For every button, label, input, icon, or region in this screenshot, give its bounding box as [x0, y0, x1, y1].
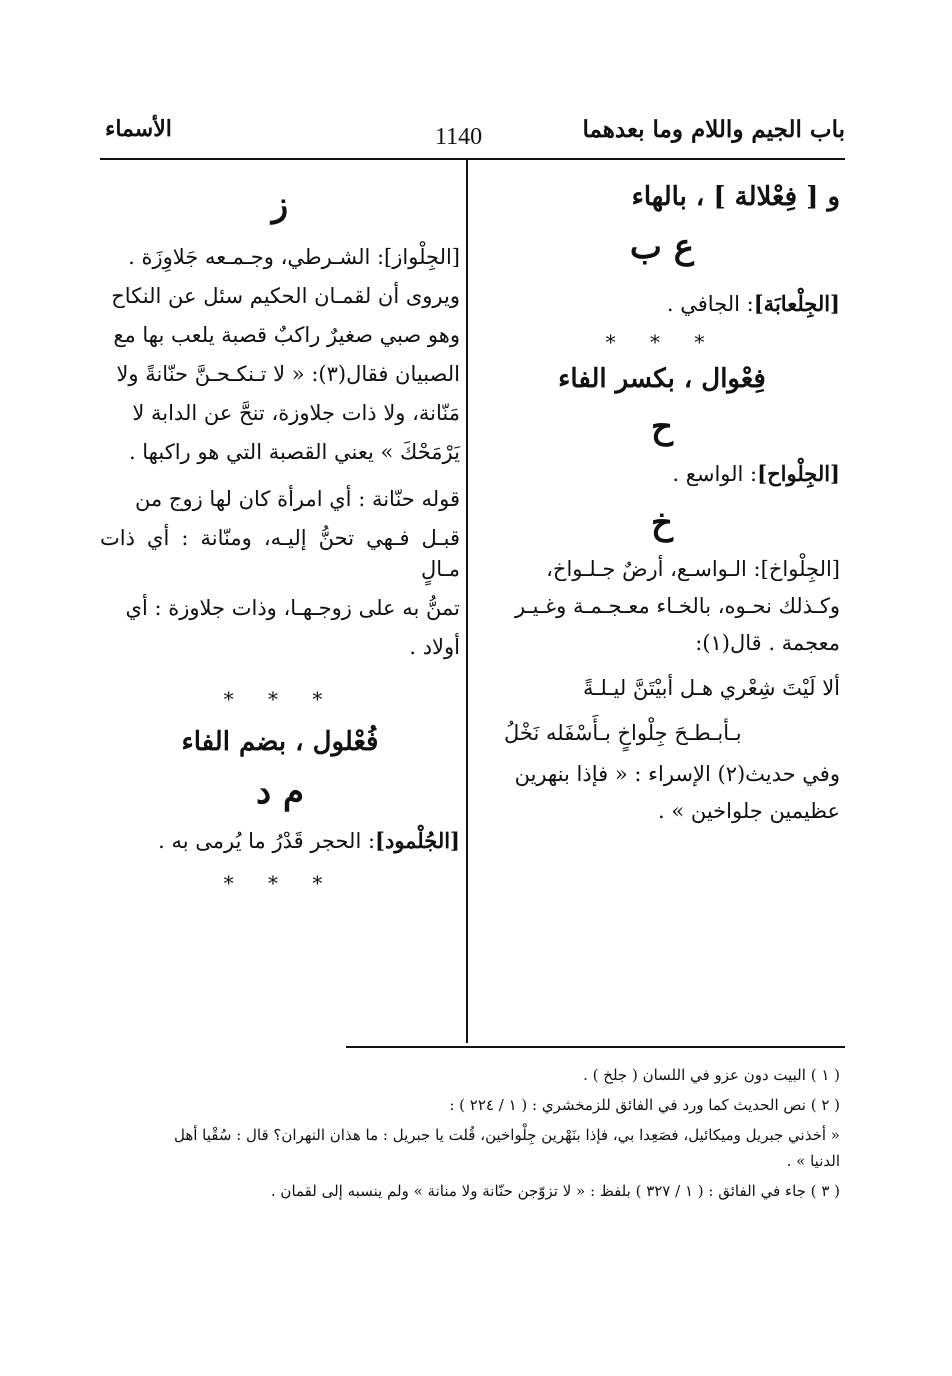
separator-stars: * * *	[223, 687, 337, 711]
entry-jilwaz-line: الصبيان فقال(٣): « لا تـنكـحـنَّ حنّانةً ولا	[116, 362, 460, 386]
pattern-heading: فُعْلول ، بضم الفاء	[181, 727, 379, 757]
entry-jilwakh-line: وكـذلك نحـوه، بالخـاء معـجـمـة وغـيـر	[514, 594, 840, 618]
poem-verse: ألا لَيْتَ شِعْري هـل أبيْتَنَّ ليـلـةً	[582, 676, 840, 700]
header-rule	[100, 158, 845, 160]
root-heading: ز	[271, 185, 289, 225]
entry-jilwaz-line: ويروى أن لقمـان الحكيم سئل عن النكاح	[111, 284, 460, 308]
entry-definition: : الواسع .	[672, 462, 758, 486]
root-heading: ع ب	[629, 227, 695, 267]
footnote-3: ( ٣ ) جاء في الفائق : ( ١ / ٣٢٧ ) بلفظ : « لا تزوّجن حنّانة ولا منانة » ولم ينسبه إلى لقمان .	[270, 1182, 840, 1200]
poem-verse: بـأبـطـحَ جِلْواخٍ بـأَسْفَله نَخْلُ	[504, 721, 742, 745]
entry-jilaaba	[484, 288, 840, 320]
footnote-2: ( ٢ ) نص الحديث كما ورد في الفائق للزمخشري : ( ١ / ٢٢٤ ) :	[449, 1096, 840, 1114]
pattern-heading: و [ فِعْلالة ] ، بالهاء	[631, 182, 840, 212]
entry-term: [الجُلْمود]	[375, 828, 460, 853]
entry-definition: : الجافي .	[666, 292, 754, 316]
chapter-title: باب الجيم واللام وما بعدهما	[582, 116, 845, 143]
entry-term: [الجِلْواح]	[757, 461, 840, 486]
entry-jilwaz-line: وهو صبي صغيرٌ راكبٌ قصبة يلعب بها مع	[113, 323, 460, 347]
root-heading: خ	[651, 503, 673, 543]
entry-jilwaz-line: مَنّانة، ولا ذات جلاوزة، تنحَّ عن الدابة لا	[132, 401, 460, 425]
entry-jilwakh-line: [الجِلْواخ]: الـواسـع، أرضٌ جـلـواخ،	[546, 557, 840, 581]
commentary-line: قوله حنّانة : أي امرأة كان لها زوج من	[135, 487, 460, 511]
footnotes	[110, 1062, 840, 1208]
entry-definition: : الحجر قَدْرُ ما يُرمى به .	[158, 829, 376, 853]
page-header	[105, 108, 845, 158]
commentary-line: أولاد .	[409, 635, 460, 659]
left-column	[100, 176, 460, 895]
footnote-rule	[346, 1046, 845, 1048]
commentary-line: تمنُّ به على زوجـهـا، وذات جلاوزة : أي	[125, 596, 460, 620]
footnote-2-quote-end: الدنيا » .	[786, 1152, 840, 1170]
commentary-line: قبـل فـهي تحنُّ إليـه، ومنّانة : أي ذات مـالٍ	[100, 526, 460, 581]
entry-jilwah	[484, 458, 840, 490]
section-title: الأسماء	[105, 116, 172, 142]
entry-jilwaz-line: [الجِلْواز]: الشـرطي، وجـمـعه جَلاوِزَة .	[128, 245, 460, 269]
right-column	[484, 176, 840, 837]
separator-stars: * * *	[605, 330, 719, 354]
separator-stars: * * *	[223, 871, 337, 895]
entry-jilwakh-line: معجمة . قال(١):	[695, 631, 840, 655]
root-heading: ح	[651, 407, 673, 447]
entry-term: [الجِلْعابَة]	[753, 291, 840, 316]
hadith-line: وفي حديث(٢) الإسراء : « فإذا بنهرين	[514, 762, 840, 786]
column-divider	[466, 158, 468, 1043]
entry-julmud	[100, 825, 460, 857]
pattern-heading: فِعْوال ، بكسر الفاء	[558, 364, 766, 394]
footnote-1: ( ١ ) البيت دون عزو في اللسان ( جلخ ) .	[583, 1066, 840, 1084]
hadith-line: عظيمين جلواخين » .	[657, 799, 840, 823]
page-number: 1140	[435, 124, 483, 150]
footnote-2-quote: « أخذني جبريل وميكائيل، فصَعِدا بي، فإذا بنَهْرين جِلْواخين، قُلت يا جبريل : ما هذان النهران؟ قال : سُقْيا أهل	[173, 1126, 840, 1144]
entry-jilwaz-line: يَرْمَحْكَ » يعني القصبة التي هو راكبها .	[128, 440, 460, 464]
root-heading: م د	[255, 772, 305, 812]
